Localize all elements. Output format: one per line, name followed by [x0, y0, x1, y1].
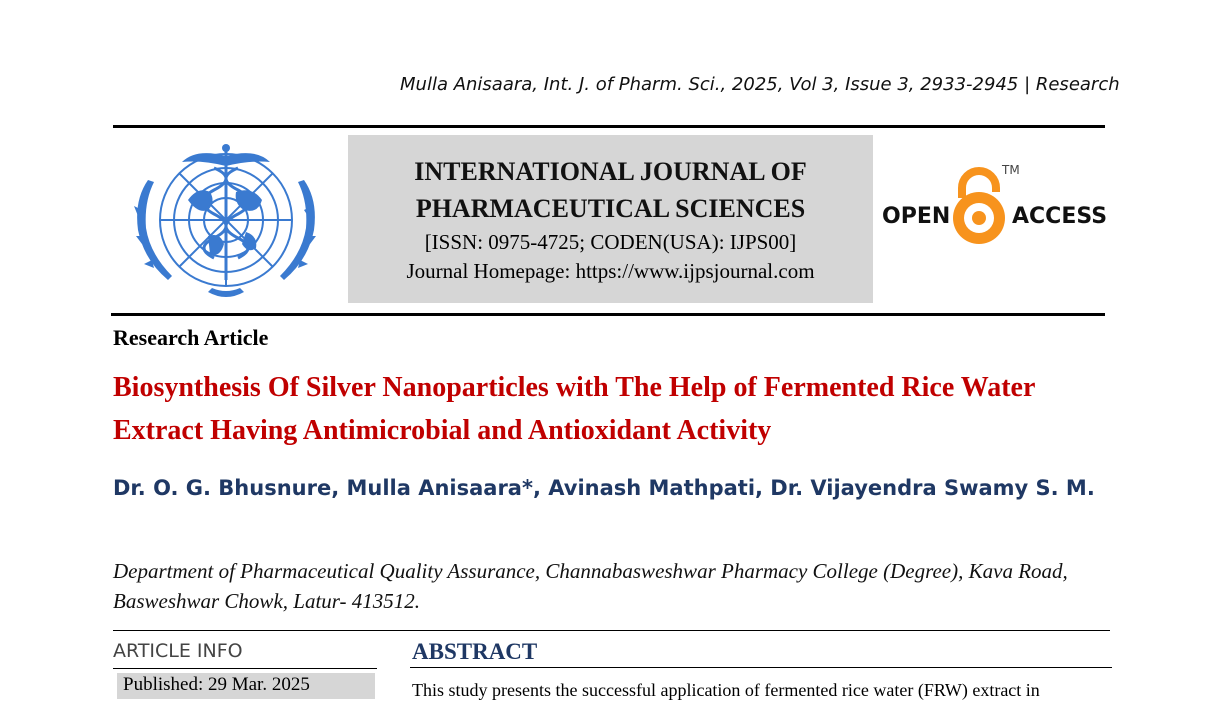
article-info-rule [113, 668, 377, 669]
un-emblem-caduceus-icon [128, 140, 324, 306]
abstract-heading: ABSTRACT [412, 639, 538, 664]
running-head: Mulla Anisaara, Int. J. of Pharm. Sci., 2025, Vol 3, Issue 3, 2933-2945 | Research [400, 74, 1120, 95]
journal-issn: [ISSN: 0975-4725; CODEN(USA): IJPS00] [424, 230, 797, 254]
article-info-heading: ARTICLE INFO [113, 640, 243, 662]
open-access-logo [880, 160, 1108, 256]
trademark-mark: TM [1002, 163, 1020, 177]
author-list: Dr. O. G. Bhusnure, Mulla Anisaara*, Avinash Mathpati, Dr. Vijayendra Swamy S. M. [113, 476, 1095, 500]
journal-name-line-1: INTERNATIONAL JOURNAL OF [414, 157, 807, 186]
paper-title: Biosynthesis Of Silver Nanoparticles with The Help of Fermented Rice Water Extract Having Antimicrobial and Antioxidant Activity [113, 372, 1035, 446]
journal-name [348, 153, 873, 227]
header-rule-bottom [111, 313, 1105, 316]
abstract-text: This study presents the successful application of fermented rice water (FRW) extract in [412, 680, 1040, 700]
section-divider [113, 630, 1110, 631]
author-affiliation: Department of Pharmaceutical Quality Assurance, Channabasweshwar Pharmacy College (Degree), Kava Road, Basweshwar Chowk, Latur- 413512. [113, 559, 1068, 613]
open-access-left-word: OPEN [882, 204, 951, 229]
journal-masthead [348, 135, 873, 303]
header-rule-top [113, 125, 1105, 128]
open-padlock-icon [953, 171, 1005, 244]
abstract-rule [410, 667, 1112, 668]
journal-homepage-link[interactable]: Journal Homepage: https://www.ijpsjournal.com [406, 259, 815, 283]
journal-name-line-2: PHARMACEUTICAL SCIENCES [415, 194, 806, 223]
published-date: Published: 29 Mar. 2025 [117, 673, 375, 699]
article-type: Research Article [113, 325, 269, 350]
open-access-right-word: ACCESS [1012, 204, 1108, 229]
